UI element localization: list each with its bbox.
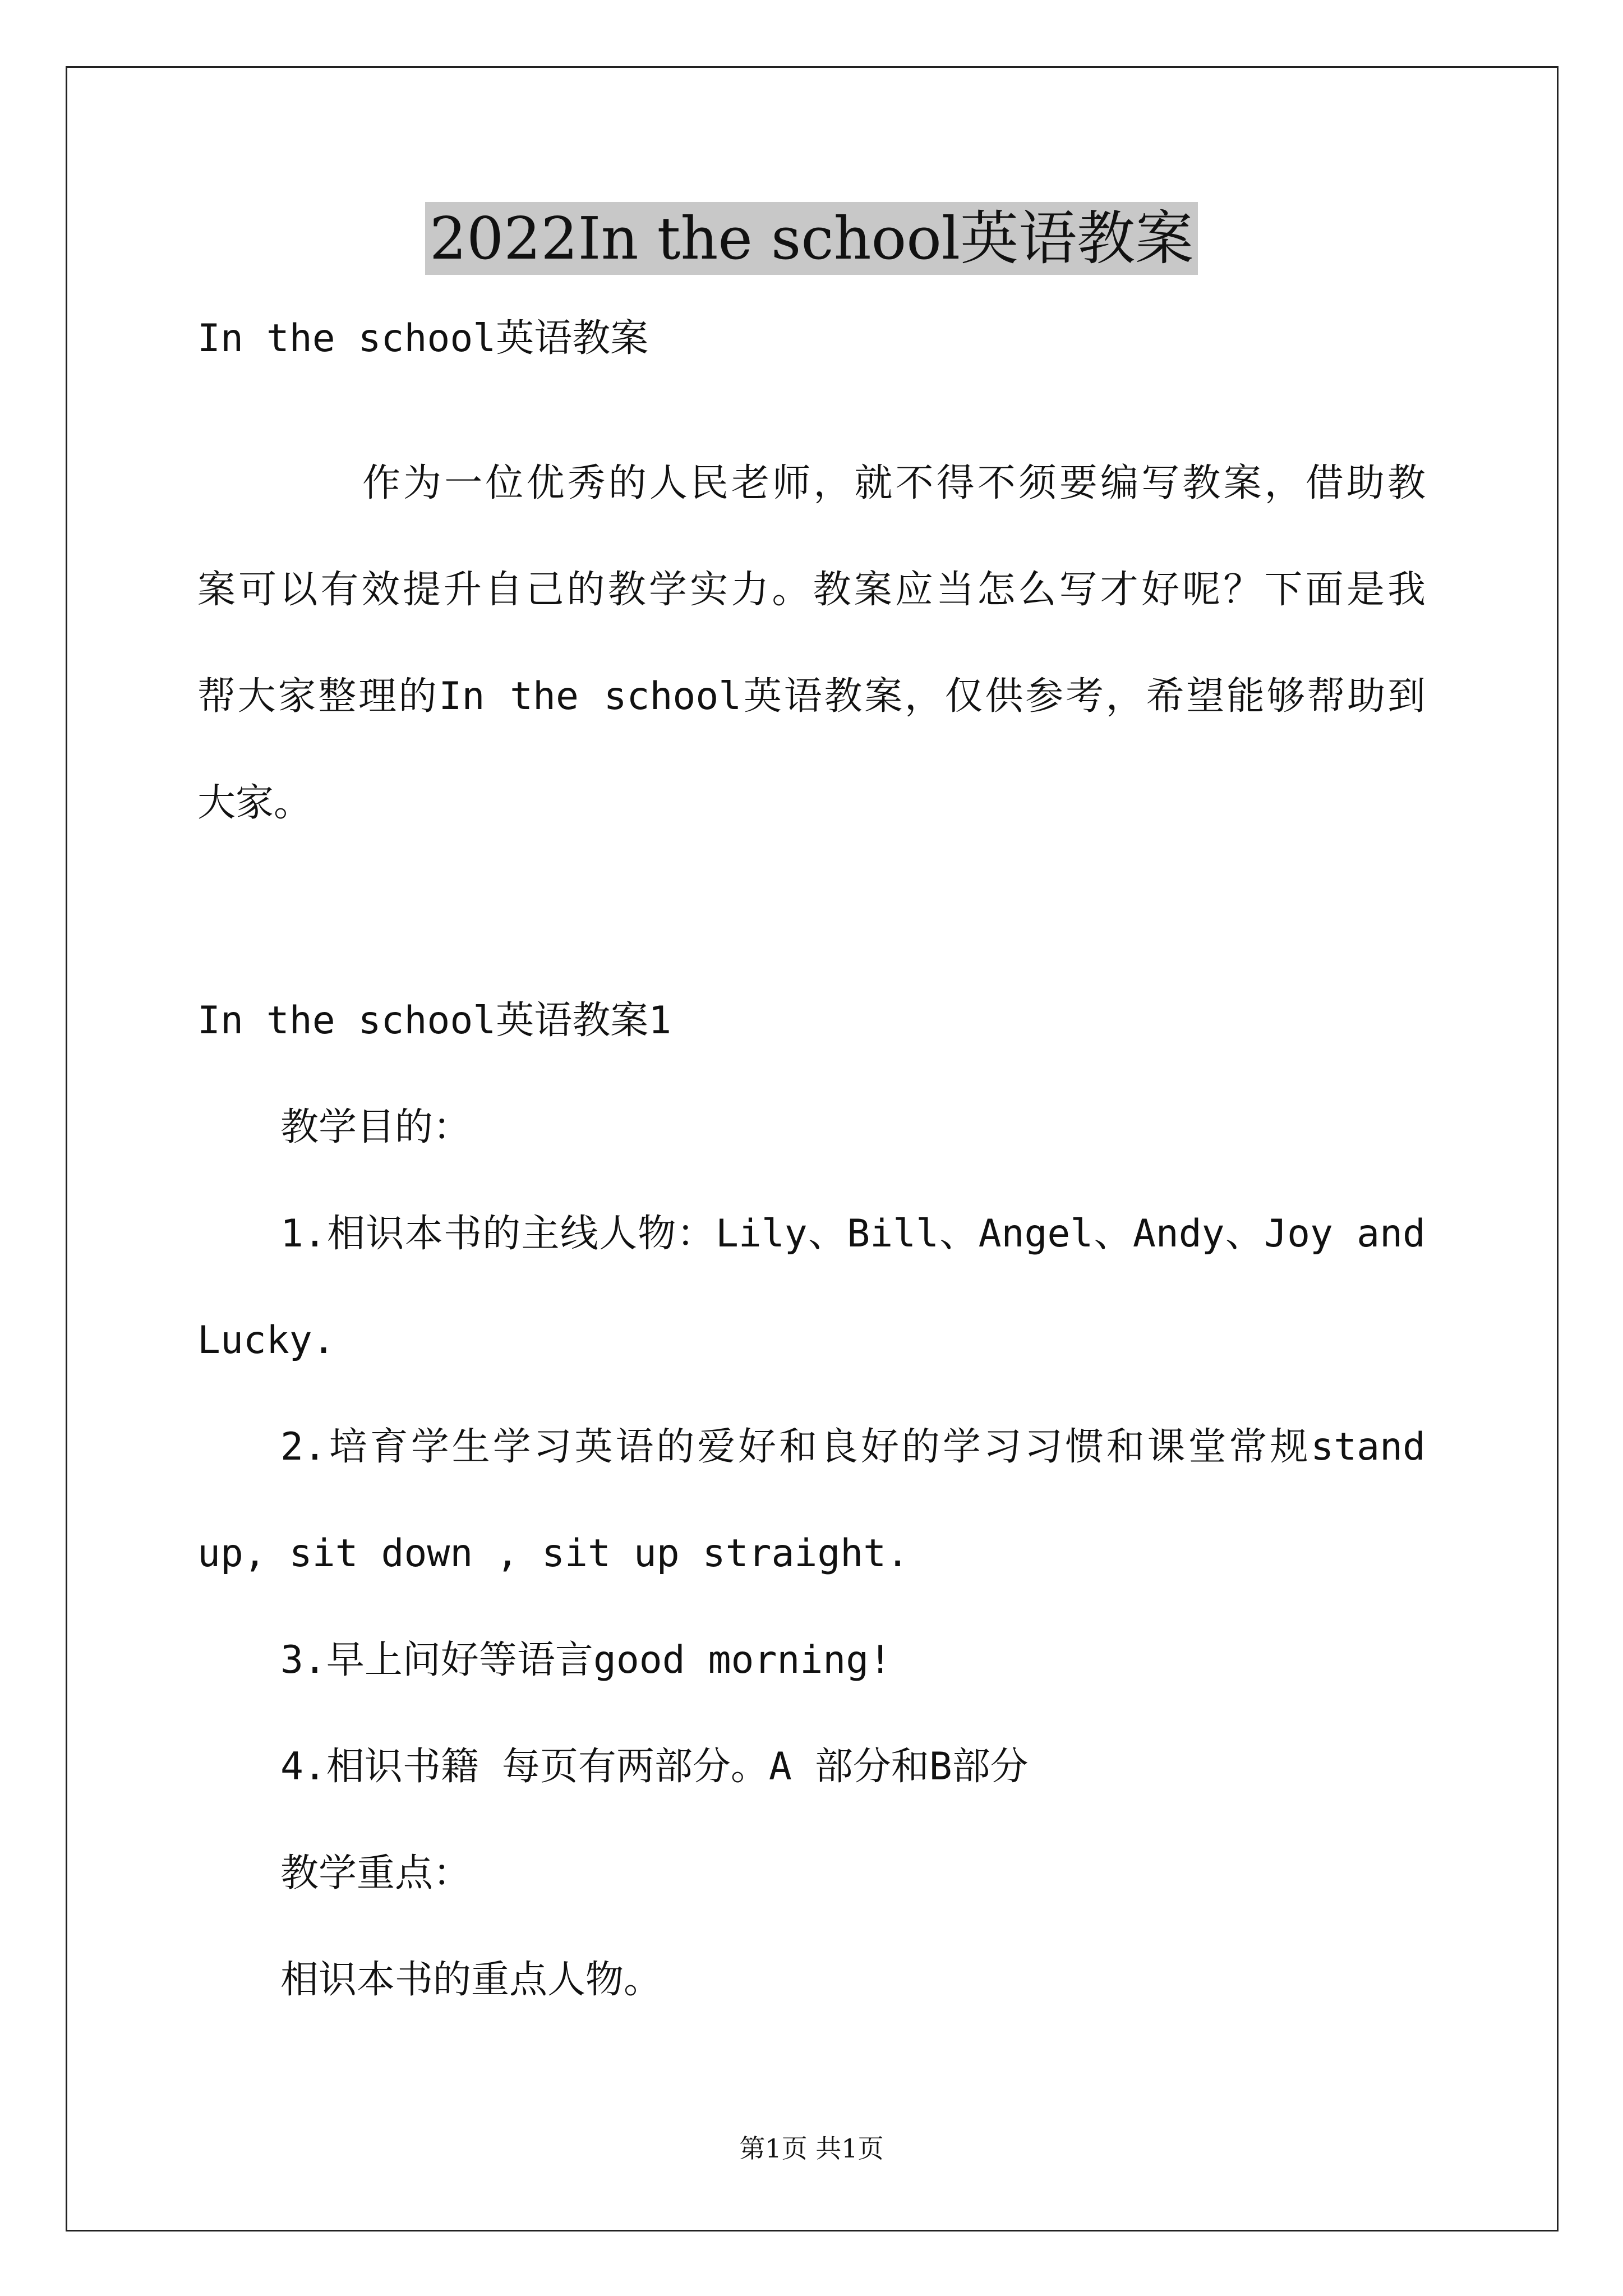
objective-1-line-2: Lucky. (197, 1318, 335, 1363)
key-points-text: 相识本书的重点人物。 (280, 1958, 662, 2002)
objectives-heading: 教学目的： (280, 1105, 472, 1149)
objective-2-line-2: up, sit down , sit up straight. (197, 1531, 910, 1576)
objective-4: 4.相识书籍 每页有两部分。A 部分和B部分 (280, 1745, 1029, 1789)
intro-line-4: 大家。 (197, 781, 312, 825)
page-footer: 第1页 共1页 (739, 2133, 884, 2164)
objective-3: 3.早上问好等语言good morning! (280, 1638, 892, 1682)
section-title: In the school英语教案1 (197, 999, 672, 1043)
key-points-heading: 教学重点： (280, 1851, 472, 1895)
subtitle: In the school英语教案 (197, 316, 649, 361)
intro-line-2: 案可以有效提升自己的教学实力。教案应当怎么写才好呢？下面是我 (197, 568, 1426, 612)
document-title-text: 2022In the school英语教案 (425, 202, 1198, 275)
document-title (0, 199, 1623, 278)
objective-1-line-1: 1.相识本书的主线人物：Lily、Bill、Angel、Andy、Joy and (280, 1212, 1426, 1256)
objective-2-line-1: 2.培育学生学习英语的爱好和良好的学习习惯和课堂常规stand (280, 1425, 1426, 1469)
intro-line-3: 帮大家整理的In the school英语教案，仅供参考，希望能够帮助到 (197, 674, 1426, 719)
intro-line-1: 作为一位优秀的人民老师，就不得不须要编写教案，借助教 (362, 461, 1426, 505)
